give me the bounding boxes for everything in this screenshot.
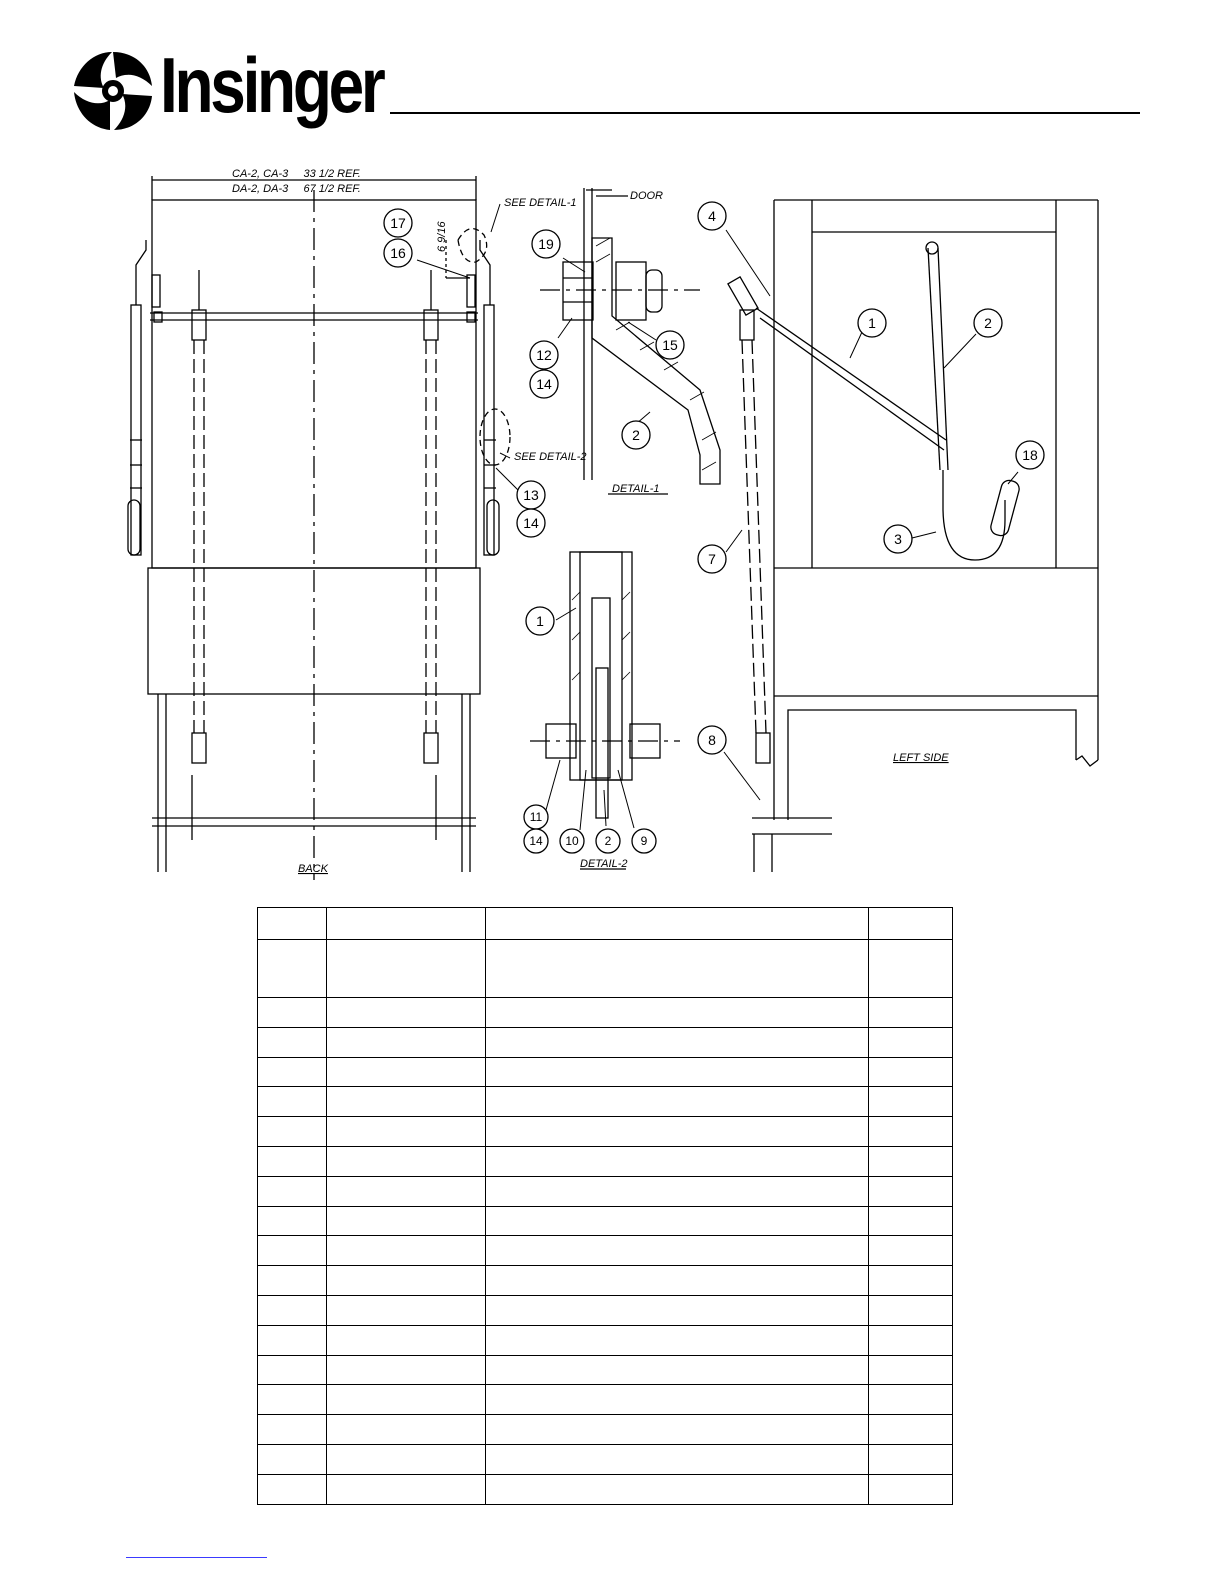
back-view-label: BACK [298,863,328,875]
callout-4-text: 4 [708,208,716,224]
table-row [258,1176,953,1206]
detail-2-label: DETAIL-2 [580,858,628,870]
callout-17-text: 17 [390,215,406,231]
table-row [258,1355,953,1385]
callout-16-text: 16 [390,245,406,261]
callout-2b-text: 2 [604,834,612,848]
table-row [258,1415,953,1445]
callout-1-text: 1 [536,613,544,629]
callout-14b-text: 14 [536,376,552,392]
callout-10-text: 10 [565,834,579,848]
see-detail-1-label: SEE DETAIL-1 [504,197,577,209]
callout-14-text: 14 [523,515,539,531]
callout-8-text: 8 [708,732,716,748]
table-row [258,1444,953,1474]
door-label: DOOR [630,190,663,202]
table-row [258,1385,953,1415]
footer-link-underline[interactable] [126,1557,267,1558]
callout-7-text: 7 [708,551,716,567]
dimension-vertical: 6 9/16 [436,221,448,252]
table-row [258,1295,953,1325]
callout-3-text: 3 [894,531,902,547]
table-row [258,1146,953,1176]
callout-1b-text: 1 [868,315,876,331]
left-side-label: LEFT SIDE [893,752,949,764]
table-row [258,1236,953,1266]
table-row [258,1087,953,1117]
table-row [258,1057,953,1087]
table-row [258,998,953,1028]
callout-14c-text: 14 [529,834,543,848]
table-header-row [258,908,953,940]
table-row [258,1206,953,1236]
callout-13-text: 13 [523,487,539,503]
table-row [258,1325,953,1355]
callout-18-text: 18 [1022,447,1038,463]
parts-table [257,907,953,1505]
table-row [258,940,953,998]
callout-15-text: 15 [662,337,678,353]
callout-2-text: 2 [632,427,640,443]
callout-2c-text: 2 [984,315,992,331]
callout-12-text: 12 [536,347,552,363]
callout-9-text: 9 [640,834,648,848]
see-detail-2-label: SEE DETAIL-2 [514,451,587,463]
table-row [258,1027,953,1057]
dimension-line-2: DA-2, DA-3 67 1/2 REF. [232,183,361,195]
dimension-line-1: CA-2, CA-3 33 1/2 REF. [232,168,361,180]
detail-1-label: DETAIL-1 [612,483,660,495]
table-row [258,1474,953,1504]
callout-11-text: 11 [529,810,543,824]
brand-name: Insinger [160,41,383,129]
table-row [258,1117,953,1147]
callout-19-text: 19 [538,236,554,252]
table-row [258,1266,953,1296]
